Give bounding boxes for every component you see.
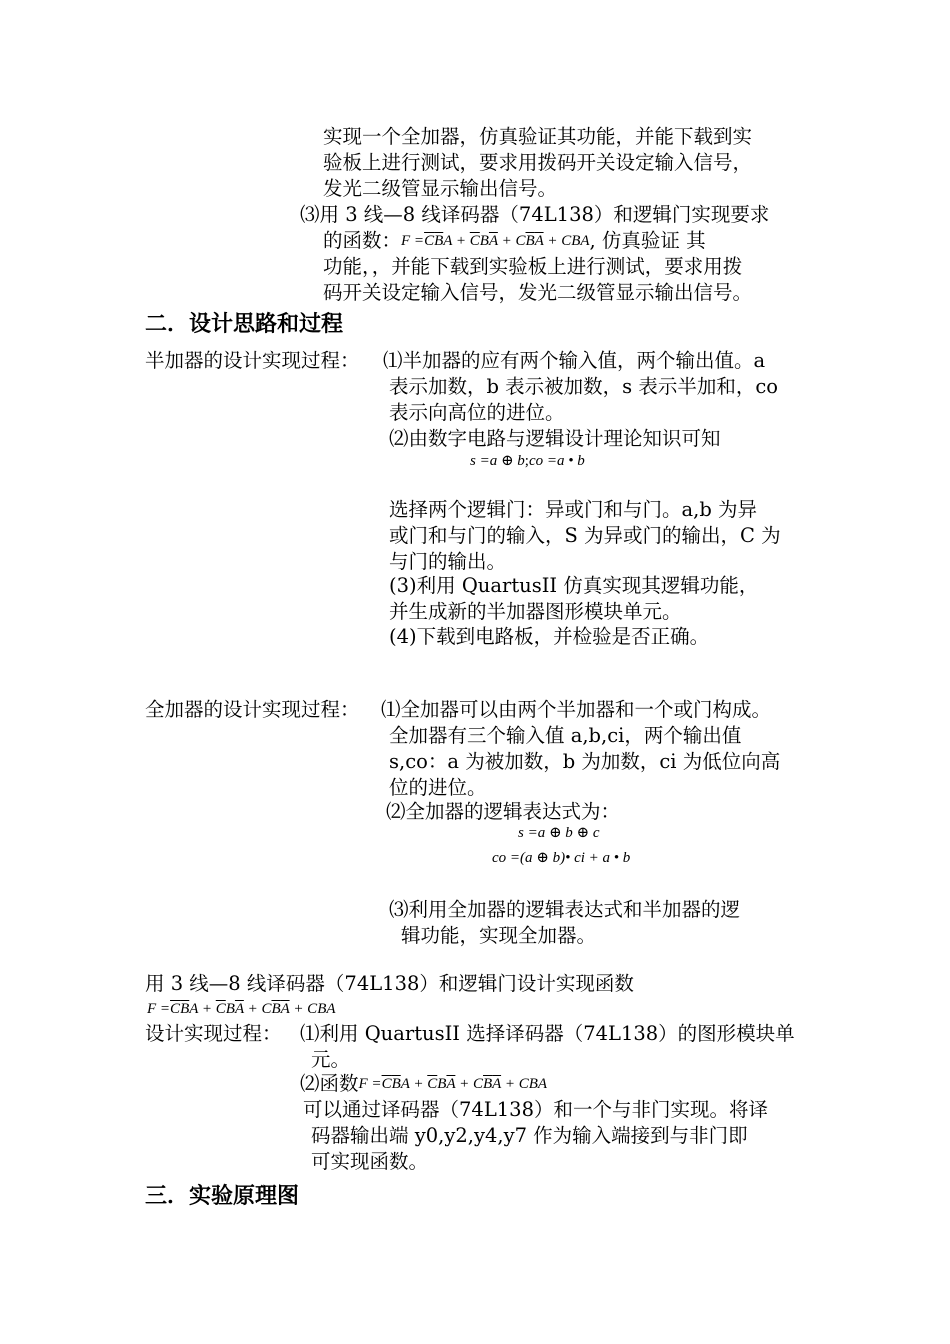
decoder-function-formula: $F =\overline{C}\overline{B}A + \overline{C}B\overline{A} + C\overline{B}\overline{A}$ + CBA	[147, 1001, 336, 1017]
section-3-heading: 三．实验原理图	[145, 1184, 300, 1209]
decoder-p1-line-1: ⑴利用 QuartusII 选择译码器（74L138）的图形模块单	[300, 1022, 795, 1045]
task3-line-2	[323, 228, 706, 254]
full-adder-p3-line-2: 辑功能，实现全加器。	[401, 924, 597, 947]
half-adder-p1-line-1: ⑴半加器的应有两个输入值，两个输出值。a	[383, 349, 766, 372]
full-adder-p3-line-1: ⑶利用全加器的逻辑表达式和半加器的逻	[389, 898, 741, 921]
half-adder-p3-line-3: 与门的输出。	[389, 550, 507, 573]
full-adder-label: 全加器的设计实现过程：	[145, 698, 360, 721]
decoder-p3-line-1: 可以通过译码器（74L138）和一个与非门实现。将译	[303, 1098, 768, 1121]
task-intro-line-1: 实现一个全加器，仿真验证其功能，并能下载到实	[323, 125, 753, 148]
half-adder-p3-line-1: 选择两个逻辑门：异或门和与门。a,b 为异	[389, 498, 758, 521]
full-adder-p1-line-3: s,co：a 为被加数，b 为加数，ci 为低位向高	[389, 750, 781, 773]
task3-line-1: ⑶用 3 线—8 线译码器（74L138）和逻辑门实现要求	[300, 203, 770, 226]
task-intro-line-3: 发光二级管显示输出信号。	[323, 177, 558, 200]
task3-line-2-prefix: 的函数：	[323, 229, 402, 252]
section-2-heading: 二．设计思路和过程	[145, 312, 344, 337]
half-adder-label: 半加器的设计实现过程：	[145, 349, 360, 372]
half-adder-p5: (4)下载到电路板，并检验是否正确。	[389, 625, 710, 648]
full-adder-p1-line-4: 位的进位。	[389, 776, 487, 799]
decoder-p1-line-2: 元。	[311, 1048, 351, 1071]
half-adder-p2: ⑵由数字电路与逻辑设计理论知识可知	[389, 427, 721, 450]
full-adder-p2: ⑵全加器的逻辑表达式为：	[386, 800, 621, 823]
task-intro-line-2: 验板上进行测试，要求用拨码开关设定输入信号，	[323, 151, 753, 174]
task3-function-formula: $F =\overline{C}\overline{B}A + \overline{C}B\overline{A} + C\overline{B}\overline{A}$ + CBA	[401, 233, 590, 249]
decoder-intro: 用 3 线—8 线译码器（74L138）和逻辑门设计实现函数	[145, 972, 634, 995]
task3-line-2-suffix: , 仿真验证 其	[589, 229, 706, 252]
task3-line-3: 功能，，并能下载到实验板上进行测试，要求用拨	[323, 255, 743, 278]
full-adder-formula-s: s =a ⊕ b ⊕ c	[518, 825, 600, 841]
half-adder-p1-line-3: 表示向高位的进位。	[389, 401, 565, 424]
full-adder-p1-line-2: 全加器有三个输入值 a,b,ci，两个输出值	[389, 724, 742, 747]
half-adder-p1-line-2: 表示加数，b 表示被加数，s 表示半加和，co	[389, 375, 779, 398]
full-adder-formula-co: co =(a ⊕ b)• ci + a • b	[492, 850, 631, 866]
task3-line-4: 码开关设定输入信号，发光二级管显示输出信号。	[323, 281, 753, 304]
half-adder-p4-line-1: (3)利用 QuartusII 仿真实现其逻辑功能，	[389, 574, 759, 597]
decoder-p3-line-2: 码器输出端 y0,y2,y4,y7 作为输入端接到与非门即	[311, 1124, 748, 1147]
half-adder-p4-line-2: 并生成新的半加器图形模块单元。	[389, 600, 682, 623]
decoder-p2-formula: $F =\overline{C}\overline{B}A + \overline{C}B\overline{A} + C\overline{B}\overline{A}$ + CBA	[358, 1076, 548, 1092]
half-adder-p3-line-2: 或门和与门的输入，S 为异或门的输出，C 为	[389, 524, 781, 547]
decoder-p2-prefix: ⑵函数	[300, 1072, 359, 1095]
decoder-p3-line-3: 可实现函数。	[311, 1150, 429, 1173]
decoder-p2	[300, 1071, 547, 1097]
full-adder-p1-line-1: ⑴全加器可以由两个半加器和一个或门构成。	[381, 698, 772, 721]
half-adder-formula: s =a ⊕ b;co =a • b	[470, 453, 585, 469]
decoder-label: 设计实现过程：	[145, 1022, 282, 1045]
